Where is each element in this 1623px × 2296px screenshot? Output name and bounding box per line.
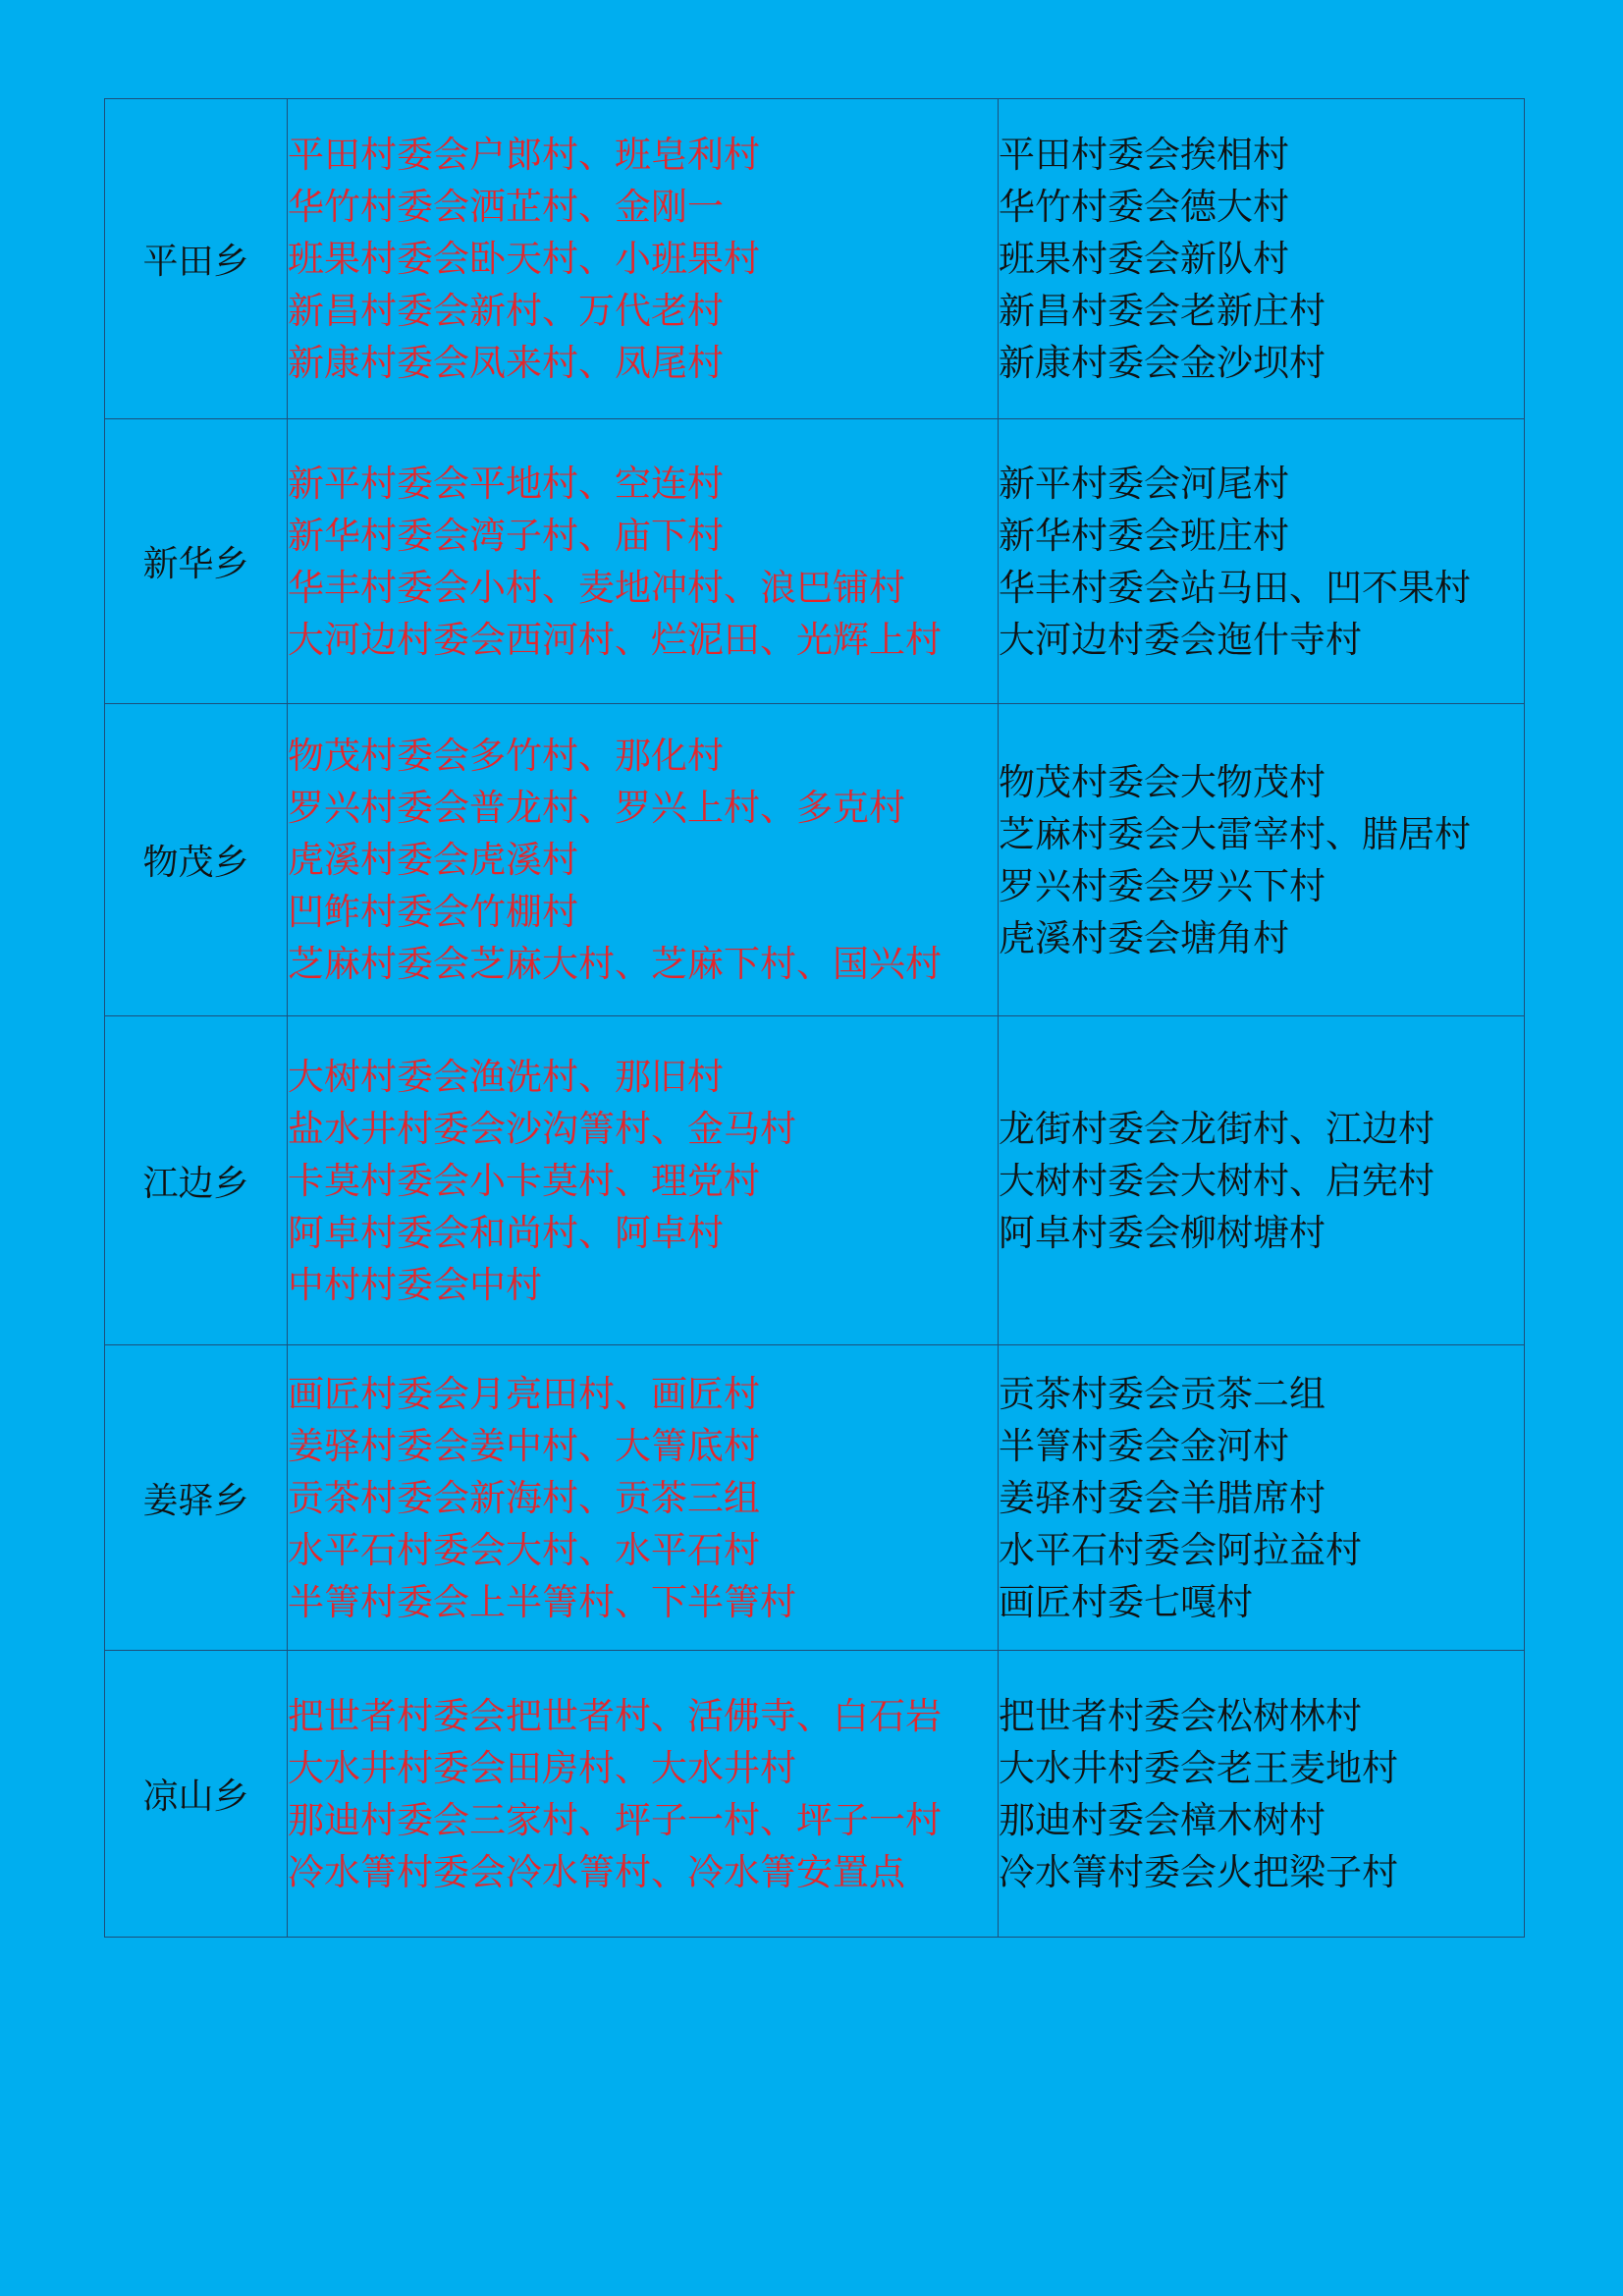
black-village-line: 华丰村委会站马田、凹不果村 — [999, 566, 1471, 609]
red-village-line: 贡茶村委会新海村、贡茶三组 — [288, 1476, 760, 1519]
table-row — [105, 419, 1525, 704]
black-village-line: 虎溪村委会塘角村 — [999, 916, 1289, 959]
town-name-cell: 江边乡 — [105, 1016, 288, 1345]
black-village-line: 那迪村委会樟木树村 — [999, 1798, 1325, 1841]
red-village-line: 新昌村委会新村、万代老村 — [288, 290, 724, 332]
black-village-line: 大河边村委会迤什寺村 — [999, 618, 1362, 661]
red-villages-cell — [288, 1345, 999, 1651]
black-villages-cell — [999, 99, 1525, 419]
black-village-line: 姜驿村委会羊腊席村 — [999, 1476, 1325, 1519]
black-village-line: 贡茶村委会贡茶二组 — [999, 1372, 1325, 1415]
red-villages-cell — [288, 704, 999, 1016]
red-villages-cell — [288, 1016, 999, 1345]
black-village-line: 大水井村委会老王麦地村 — [999, 1746, 1398, 1789]
red-village-line: 新平村委会平地村、空连村 — [288, 462, 724, 505]
red-village-line: 物茂村委会多竹村、那化村 — [288, 735, 724, 777]
red-villages-cell — [288, 419, 999, 704]
red-village-line: 把世者村委会把世者村、活佛寺、白石岩 — [288, 1694, 942, 1737]
red-village-line: 盐水井村委会沙沟箐村、金马村 — [288, 1107, 796, 1150]
town-name-cell: 姜驿乡 — [105, 1345, 288, 1651]
table-row — [105, 1651, 1525, 1938]
black-village-line: 新华村委会班庄村 — [999, 514, 1289, 557]
black-villages-cell — [999, 1345, 1525, 1651]
town-name-cell: 新华乡 — [105, 419, 288, 704]
red-village-line: 水平石村委会大村、水平石村 — [288, 1528, 760, 1571]
black-village-line: 平田村委会挨相村 — [999, 134, 1289, 176]
red-village-line: 班果村委会卧天村、小班果村 — [288, 238, 760, 280]
black-villages-cell — [999, 419, 1525, 704]
village-table — [104, 98, 1525, 1938]
table-row — [105, 704, 1525, 1016]
town-name-cell: 物茂乡 — [105, 704, 288, 1016]
black-village-line: 龙街村委会龙街村、江边村 — [999, 1107, 1434, 1150]
black-village-line: 画匠村委七嘎村 — [999, 1580, 1253, 1623]
town-name-cell: 平田乡 — [105, 99, 288, 419]
black-village-line: 华竹村委会德大村 — [999, 186, 1289, 228]
black-village-line: 冷水箐村委会火把梁子村 — [999, 1850, 1398, 1893]
black-villages-cell — [999, 1651, 1525, 1938]
red-village-line: 大河边村委会西河村、烂泥田、光辉上村 — [288, 618, 942, 661]
black-village-line: 把世者村委会松树林村 — [999, 1694, 1362, 1737]
red-village-line: 华丰村委会小村、麦地冲村、浪巴铺村 — [288, 566, 905, 609]
black-village-line: 芝麻村委会大雷宰村、腊居村 — [999, 812, 1471, 855]
black-village-line: 新昌村委会老新庄村 — [999, 290, 1325, 332]
red-village-line: 凹鲊村委会竹棚村 — [288, 891, 578, 933]
red-village-line: 新康村委会凤来村、凤尾村 — [288, 342, 724, 384]
red-villages-cell — [288, 1651, 999, 1938]
black-village-line: 半箐村委会金河村 — [999, 1424, 1289, 1467]
red-village-line: 冷水箐村委会冷水箐村、冷水箐安置点 — [288, 1850, 905, 1893]
red-village-line: 平田村委会户郎村、班皂利村 — [288, 134, 760, 176]
town-name-cell: 凉山乡 — [105, 1651, 288, 1938]
red-village-line: 画匠村委会月亮田村、画匠村 — [288, 1372, 760, 1415]
red-village-line: 大树村委会渔洗村、那旧村 — [288, 1055, 724, 1098]
table-row — [105, 99, 1525, 419]
table-row — [105, 1345, 1525, 1651]
table-row — [105, 1016, 1525, 1345]
red-village-line: 阿卓村委会和尚村、阿卓村 — [288, 1211, 724, 1254]
red-village-line: 卡莫村委会小卡莫村、理党村 — [288, 1159, 760, 1202]
red-villages-cell — [288, 99, 999, 419]
red-village-line: 中村村委会中村 — [288, 1263, 542, 1306]
black-village-line: 大树村委会大树村、启宪村 — [999, 1159, 1434, 1202]
red-village-line: 华竹村委会洒芷村、金刚一 — [288, 186, 724, 228]
black-villages-cell — [999, 1016, 1525, 1345]
black-village-line: 新平村委会河尾村 — [999, 462, 1289, 505]
black-village-line: 班果村委会新队村 — [999, 238, 1289, 280]
red-village-line: 虎溪村委会虎溪村 — [288, 839, 578, 881]
black-villages-cell — [999, 704, 1525, 1016]
red-village-line: 大水井村委会田房村、大水井村 — [288, 1746, 796, 1789]
black-village-line: 水平石村委会阿拉益村 — [999, 1528, 1362, 1571]
black-village-line: 阿卓村委会柳树塘村 — [999, 1211, 1325, 1254]
red-village-line: 半箐村委会上半箐村、下半箐村 — [288, 1580, 796, 1623]
red-village-line: 新华村委会湾子村、庙下村 — [288, 514, 724, 557]
red-village-line: 罗兴村委会普龙村、罗兴上村、多克村 — [288, 787, 905, 829]
red-village-line: 芝麻村委会芝麻大村、芝麻下村、国兴村 — [288, 943, 942, 985]
black-village-line: 物茂村委会大物茂村 — [999, 760, 1325, 803]
red-village-line: 姜驿村委会姜中村、大箐底村 — [288, 1424, 760, 1467]
black-village-line: 罗兴村委会罗兴下村 — [999, 864, 1325, 907]
black-village-line: 新康村委会金沙坝村 — [999, 342, 1325, 384]
red-village-line: 那迪村委会三家村、坪子一村、坪子一村 — [288, 1798, 942, 1841]
